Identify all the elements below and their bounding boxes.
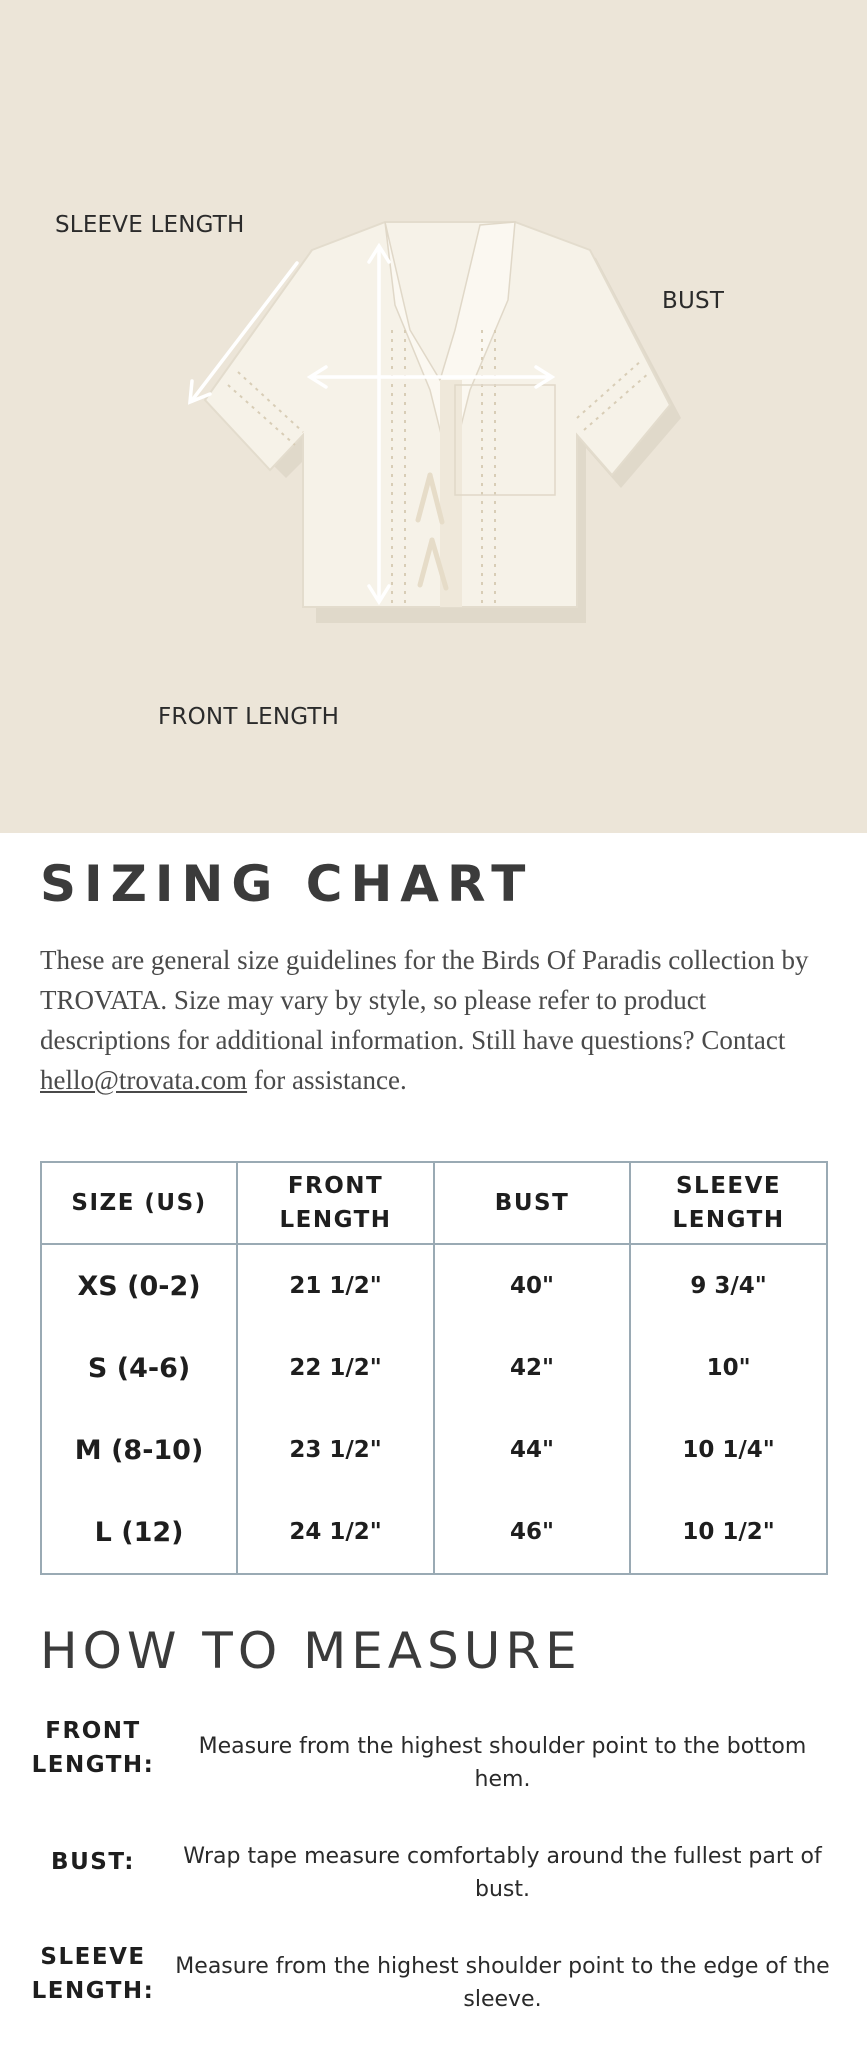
cell-size: L (12) [41,1491,237,1574]
cell-sleeve-length: 10" [630,1327,827,1409]
measure-label-sleeve-length: SLEEVE LENGTH: [31,1944,155,2004]
header-front-length: FRONT LENGTH [237,1162,434,1244]
cell-bust: 40" [434,1244,630,1327]
measure-desc-sleeve-length: Measure from the highest shoulder point to the edge of the sleeve. [175,1954,830,2012]
cell-front-length: 22 1/2" [237,1327,434,1409]
header-bust: BUST [434,1162,630,1244]
cell-sleeve-length: 10 1/2" [630,1491,827,1574]
cell-front-length: 23 1/2" [237,1409,434,1491]
measure-label-bust: BUST: [51,1849,135,1875]
intro-text: These are general size guidelines for the Birds Of Paradis collection by TROVATA. Size may vary by style, so please refer to product descriptions for additional information. Still have questions? Contact [40,945,809,1055]
cell-size: XS (0-2) [41,1244,237,1327]
measure-label-front-length: FRONT LENGTH: [31,1718,155,1778]
intro-paragraph [40,940,840,1100]
cell-sleeve-length: 9 3/4" [630,1244,827,1327]
table-row [41,1327,827,1409]
cell-size: S (4-6) [41,1327,237,1409]
table-row [41,1244,827,1327]
sleeve-length-label: SLEEVE LENGTH [55,212,245,238]
contact-email-link[interactable]: hello@trovata.com [40,1065,248,1095]
cell-size: M (8-10) [41,1409,237,1491]
cell-bust: 42" [434,1327,630,1409]
table-header-row [41,1162,827,1244]
cell-front-length: 21 1/2" [237,1244,434,1327]
cell-bust: 46" [434,1491,630,1574]
table-row [41,1409,827,1491]
header-sleeve-length: SLEEVE LENGTH [630,1162,827,1244]
measure-desc-front-length: Measure from the highest shoulder point to the bottom hem. [198,1734,807,1792]
cell-front-length: 24 1/2" [237,1491,434,1574]
shirt-illustration [0,0,867,833]
cell-bust: 44" [434,1409,630,1491]
measure-desc-bust: Wrap tape measure comfortably around the fullest part of bust. [183,1844,822,1902]
front-length-label: FRONT LENGTH [158,704,340,730]
product-hero [0,0,867,833]
header-size: SIZE (US) [41,1162,237,1244]
cell-sleeve-length: 10 1/4" [630,1409,827,1491]
page-title: SIZING CHART [40,855,534,913]
intro-text-end: for assistance. [247,1065,407,1095]
bust-label: BUST [662,288,725,314]
how-to-measure-title: HOW TO MEASURE [40,1622,582,1680]
table-row [41,1491,827,1574]
size-chart-table [40,1161,828,1575]
